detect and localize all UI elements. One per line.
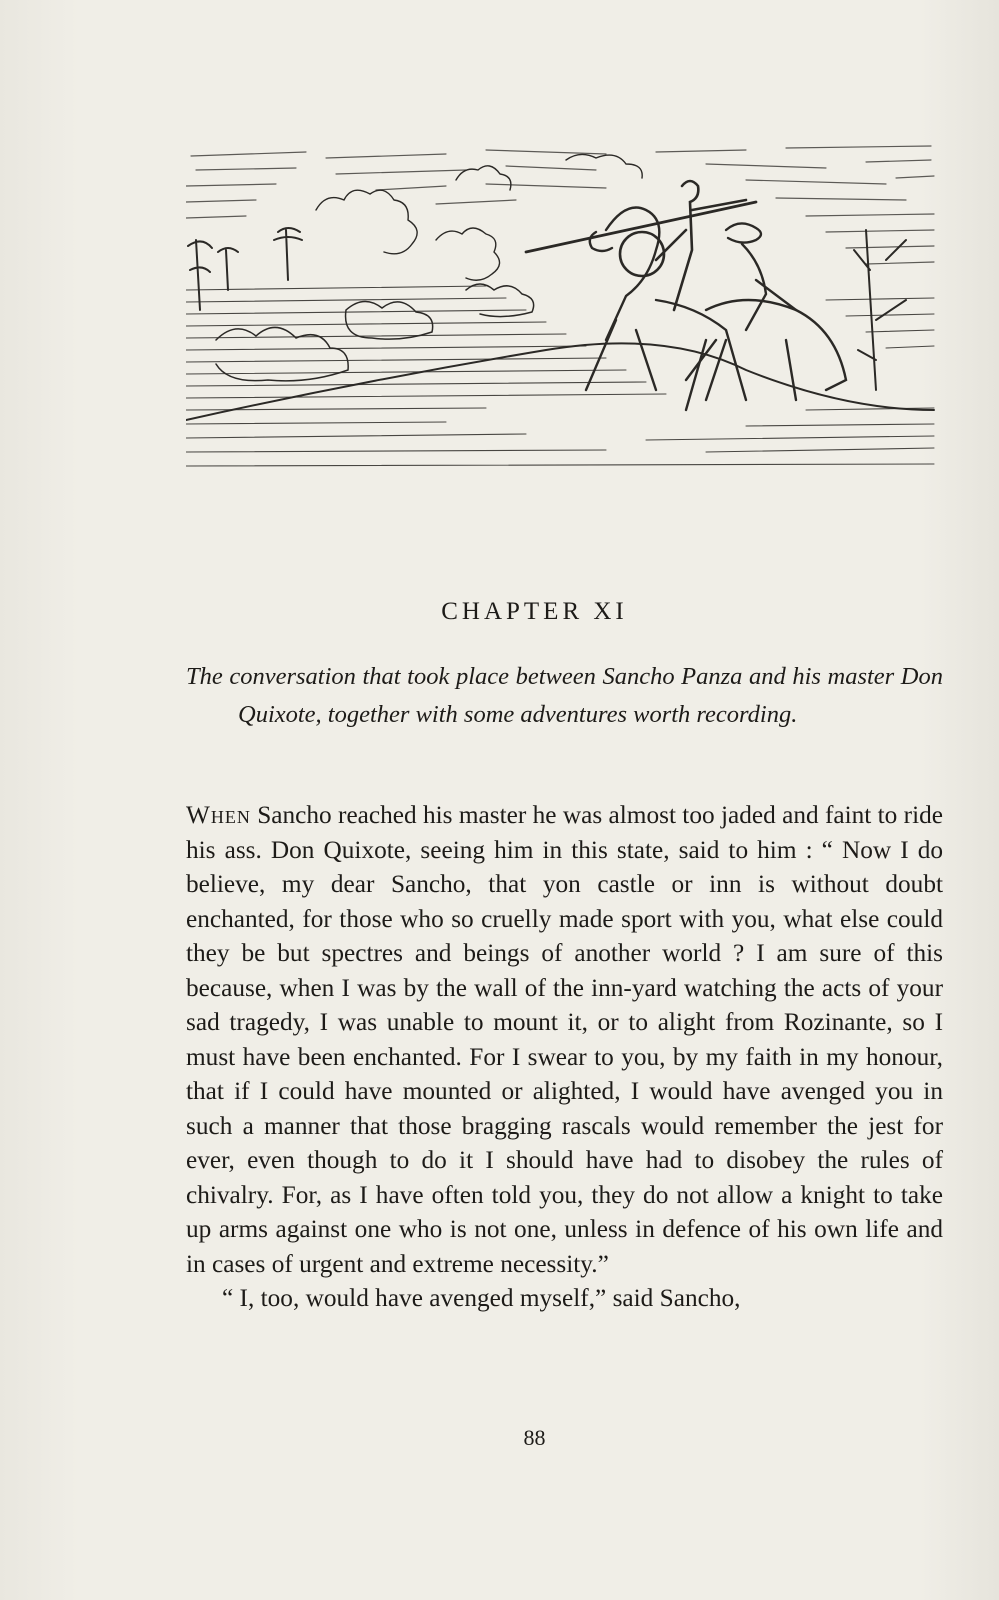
paragraph-2: “ I, too, would have avenged myself,” said Sancho, — [222, 1284, 741, 1312]
chapter-summary: The conversation that took place between Sancho Panza and his master Don Quixote, together with some adventures worth recording. — [186, 663, 943, 728]
chapter-heading: CHAPTER XI — [441, 598, 628, 625]
chapter-body — [186, 798, 943, 1316]
paragraph-1-text: Sancho reached his master he was almost too jaded and faint to ride his ass. Don Quixote, seeing him in this state, said to him : “ Now I do believe, my dear Sancho, that yon castle or inn is without doubt enchanted, for those who so cruelly made sport with you, what else could they be but spectres and beings of another world ? I am sure of this because, when I was by the wall of the inn-yard watching the acts of your sad tragedy, I was unable to mount it, or to alight from Rozinante, so I must have been enchanted. For I swear to you, by my faith in my honour, that if I could have mounted or alighted, I would have avenged you in such a manner that those bragging rascals would remember the jest for ever, even though to do it I should have had to disobey the rules of chivalry. For, as I have often told you, they do not allow a knight to take up arms against one who is not one, unless in defence of his own life and in cases of urgent and extreme necessity.” — [186, 801, 943, 1278]
paragraph-lead-word: When — [186, 801, 251, 829]
page-number: 88 — [523, 1425, 546, 1450]
knight-and-squire-engraving-icon — [186, 140, 938, 476]
engraving-illustration — [186, 140, 938, 476]
paragraph-1 — [186, 798, 943, 1281]
